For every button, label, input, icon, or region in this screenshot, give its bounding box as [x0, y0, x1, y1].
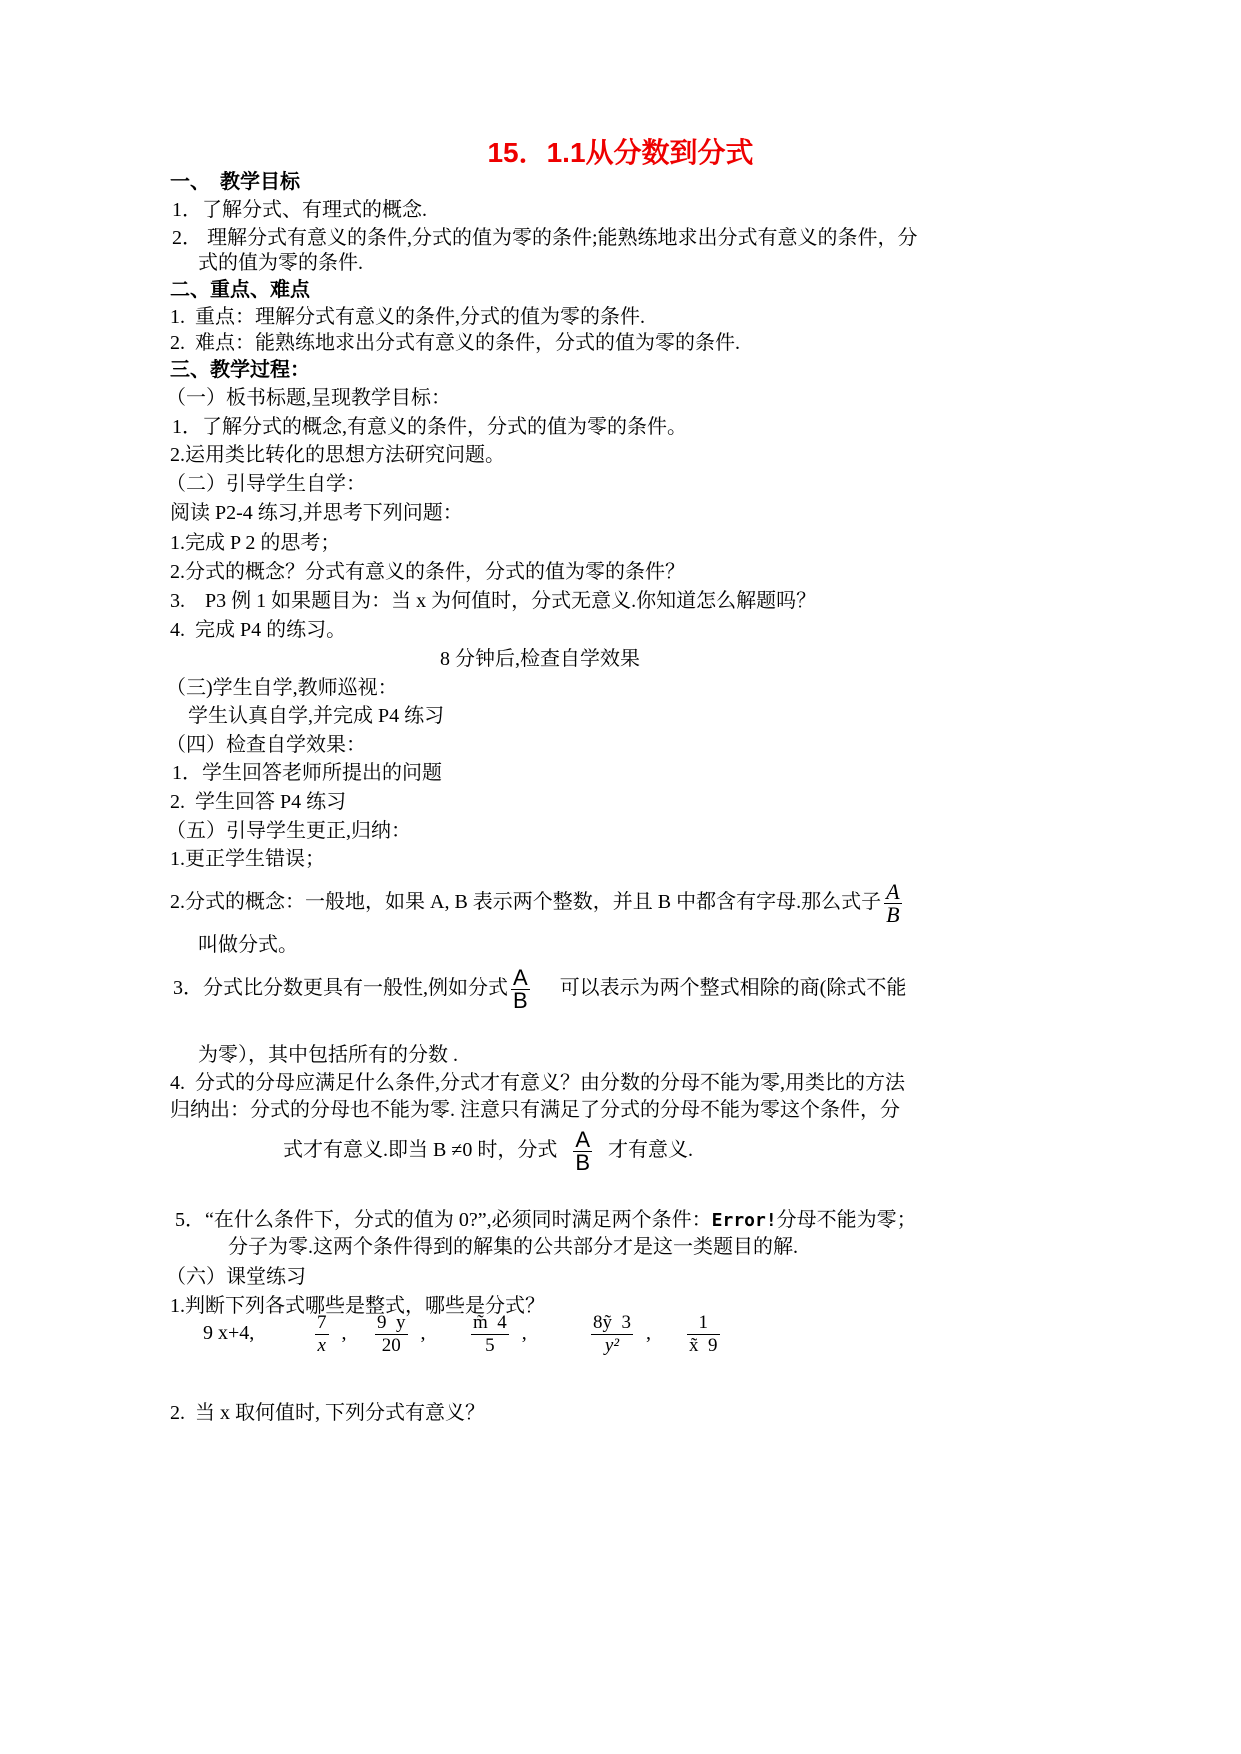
- process-heading: 三、教学过程：: [170, 359, 310, 381]
- step5-heading: （五）引导学生更正,归纳：: [166, 820, 411, 842]
- fraction-a-over-b: [511, 964, 530, 1013]
- objective-item-2: 2． 理解分式有意义的条件,分式的值为零的条件;能熟练地求出分式有意义的条件，分: [172, 227, 918, 249]
- step2-item-2: 2.分式的概念？分式有意义的条件，分式的值为零的条件？: [170, 561, 685, 583]
- fraction-denominator: B: [513, 987, 528, 1013]
- expression-3: [372, 1310, 426, 1357]
- expression-6: [684, 1310, 723, 1357]
- expression-1: 9 x+4,: [203, 1322, 255, 1344]
- fraction-numerator: A: [513, 964, 528, 990]
- key-points-heading: 二、重点、难点: [170, 279, 310, 301]
- expression-fraction: [471, 1312, 509, 1357]
- key-point-item-1: 1. 重点：理解分式有意义的条件,分式的值为零的条件.: [170, 306, 645, 328]
- step5-item-3-continued: 为零），其中包括所有的分数 .: [198, 1044, 458, 1066]
- fraction-denominator: B: [886, 901, 900, 927]
- step1-item-1: 1．了解分式的概念,有意义的条件，分式的值为零的条件。: [172, 416, 687, 438]
- expression-fraction: [687, 1312, 720, 1357]
- objective-item-2-continued: 式的值为零的条件.: [198, 252, 363, 274]
- step4-item-2: 2. 学生回答 P4 练习: [170, 791, 347, 813]
- key-point-item-2: 2. 难点：能熟练地求出分式有意义的条件，分式的值为零的条件.: [170, 332, 740, 354]
- step2-note: 8 分钟后,检查自学效果: [440, 648, 640, 670]
- step5-item-2-text: 2.分式的概念：一般地，如果 A, B 表示两个整数，并且 B 中都含有字母.那么式子: [170, 891, 882, 913]
- step5-item-4-line-1: 4. 分式的分母应满足什么条件,分式才有意义？由分数的分母不能为零,用类比的方法: [170, 1072, 905, 1094]
- fraction-numerator: A: [575, 1126, 591, 1152]
- fraction-denominator: 20: [381, 1334, 401, 1356]
- step4-item-1: 1．学生回答老师所提出的问题: [172, 762, 442, 784]
- step6-heading: （六）课堂练习: [166, 1266, 306, 1288]
- expression-fraction: [591, 1312, 633, 1357]
- error-field: Error!: [711, 1210, 777, 1231]
- step5-item-3: [173, 964, 906, 1012]
- step5-item-5-text-after: 分母不能为零；: [776, 1209, 917, 1231]
- step2-heading: （二）引导学生自学：: [166, 473, 366, 495]
- step6-question-1: 1.判断下列各式哪些是整式，哪些是分式？: [170, 1295, 545, 1317]
- fraction-numerator: 8ỹ 3: [593, 1311, 631, 1333]
- expression-fraction: [315, 1312, 329, 1357]
- fraction-numerator: A: [886, 878, 900, 904]
- fraction-denominator: x̃ 9: [689, 1334, 718, 1356]
- step2-item-4: 4. 完成 P4 的练习。: [170, 619, 347, 641]
- expression-fraction: [375, 1312, 408, 1357]
- step2-intro: 阅读 P2-4 练习,并思考下列问题：: [170, 502, 463, 524]
- fraction-denominator: B: [575, 1149, 591, 1175]
- step4-heading: （四）检查自学效果：: [166, 734, 366, 756]
- step1-heading: （一）板书标题,呈现教学目标：: [166, 387, 451, 409]
- fraction-denominator: y²: [604, 1334, 620, 1356]
- step5-item-2-continued: 叫做分式。: [198, 934, 298, 956]
- fraction-numerator: 7: [317, 1311, 327, 1333]
- step5-item-4-line-3: [283, 1126, 693, 1174]
- step5-item-5-text-before: 5．“在什么条件下，分式的值为 0?”,必须同时满足两个条件：: [175, 1209, 712, 1231]
- fraction-a-over-b: [573, 1126, 592, 1175]
- fraction-numerator: 1: [687, 1312, 720, 1335]
- expression-separator: ,: [341, 1322, 347, 1344]
- expression-separator: ,: [646, 1322, 651, 1344]
- fraction-numerator: 9 y: [377, 1311, 406, 1333]
- step5-item-4-line-2: 归纳出：分式的分母也不能为零. 注意只有满足了分式的分母不能为零这个条件，分: [170, 1099, 900, 1121]
- step2-item-3: 3. P3 例 1 如果题目为：当 x 为何值时，分式无意义.你知道怎么解题吗？: [170, 590, 817, 612]
- fraction-denominator: 5: [485, 1334, 495, 1356]
- fraction-a-over-b: [884, 878, 901, 927]
- step6-question-2: 2. 当 x 取何值时, 下列分式有意义？: [170, 1402, 485, 1424]
- step3-item-1: 学生认真自学,并完成 P4 练习: [188, 705, 445, 727]
- fraction-denominator: x: [317, 1334, 326, 1356]
- step5-item-3-text-after: 可以表示为两个整式相除的商(除式不能: [559, 977, 907, 999]
- step5-item-2: [170, 878, 905, 926]
- step5-item-4-text-before: 式才有意义.即当 B ≠0 时，分式: [283, 1139, 558, 1161]
- expression-5: [588, 1310, 651, 1357]
- step5-item-1: 1.更正学生错误；: [170, 848, 325, 870]
- objective-item-1: 1．了解分式、有理式的概念.: [172, 199, 427, 221]
- expression-separator: ,: [521, 1322, 527, 1344]
- step3-heading: （三)学生自学,教师巡视：: [166, 677, 398, 699]
- objectives-heading: 一、 教学目标: [170, 171, 300, 193]
- step5-item-3-text-before: 3．分式比分数更具有一般性,例如分式: [173, 977, 508, 999]
- document-title: 15．1.1从分数到分式: [487, 137, 754, 168]
- step5-item-5-continued: 分子为零.这两个条件得到的解集的公共部分才是这一类题目的解.: [228, 1236, 798, 1258]
- step2-item-1: 1.完成 P 2 的思考；: [170, 532, 341, 554]
- expression-separator: ,: [420, 1322, 426, 1344]
- fraction-numerator: m̃ 4: [473, 1311, 507, 1333]
- step5-item-5: [175, 1208, 917, 1233]
- expression-2: [312, 1310, 347, 1357]
- expression-4: [468, 1310, 527, 1357]
- step5-item-4-text-after: 才有意义.: [608, 1139, 694, 1161]
- step1-item-2: 2.运用类比转化的思想方法研究问题。: [170, 444, 505, 466]
